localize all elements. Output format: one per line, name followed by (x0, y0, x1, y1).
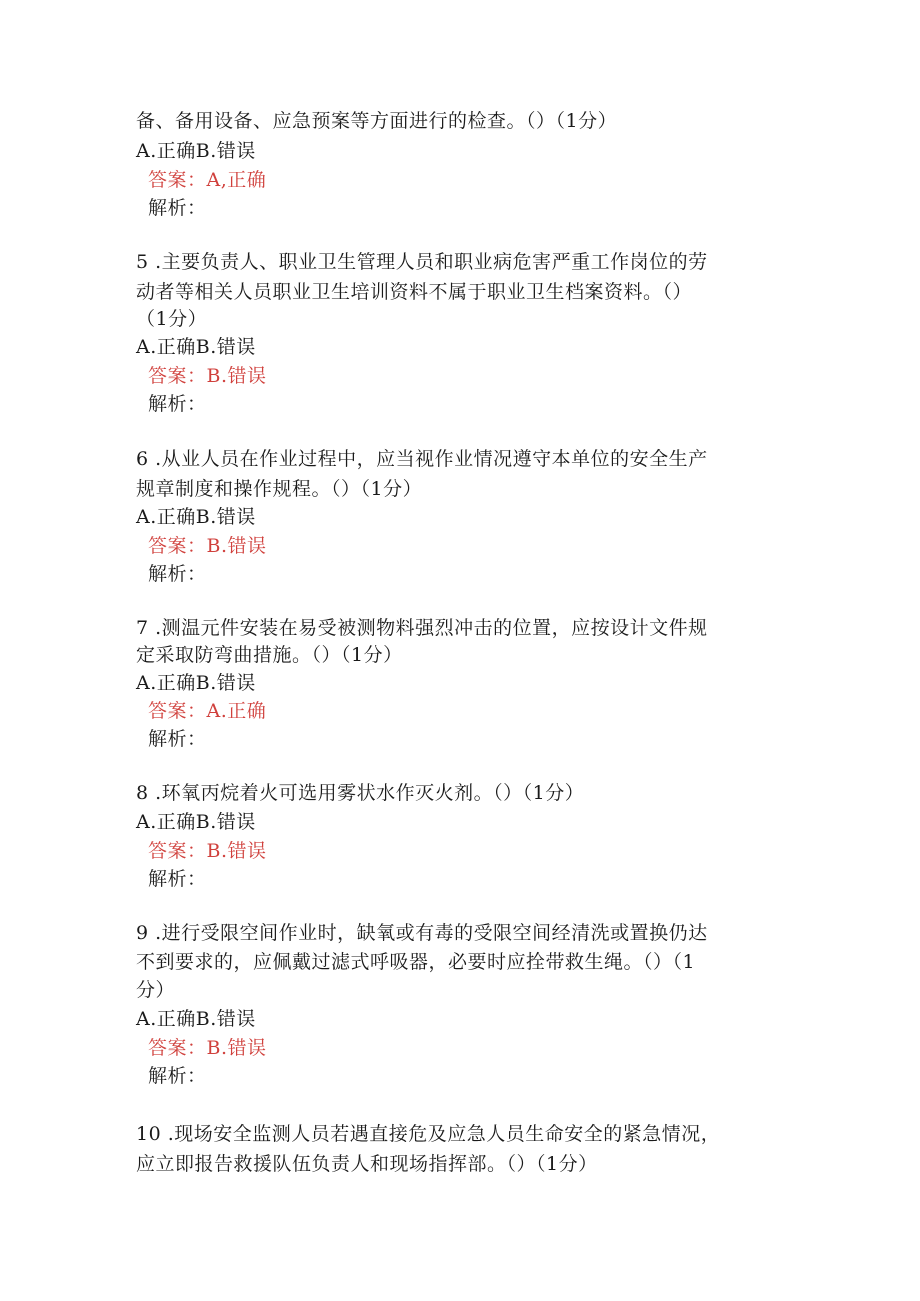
question-5-answer: 答案：B.错误 (148, 365, 267, 387)
question-7-analysis: 解析： (148, 728, 207, 750)
question-6-stem-line-2: 规章制度和操作规程。（）（1分） (136, 478, 423, 500)
question-9-stem-line-3: 分） (136, 979, 176, 1001)
question-7-stem-line-1: 7 .测温元件安装在易受被测物料强烈冲击的位置，应按设计文件规 (136, 617, 708, 639)
question-7-answer: 答案：A.正确 (148, 700, 267, 722)
question-7-stem-line-2: 定采取防弯曲措施。（）（1分） (136, 644, 403, 666)
question-8-analysis: 解析： (148, 868, 207, 890)
question-8-stem-line-1: 8 .环氧丙烷着火可选用雾状水作灭火剂。（）（1分） (136, 782, 585, 804)
question-4-analysis: 解析： (148, 197, 207, 219)
question-4-options: A.正确B.错误 (136, 140, 256, 162)
question-8-options: A.正确B.错误 (136, 811, 256, 833)
question-9-analysis: 解析： (148, 1065, 207, 1087)
question-6-stem-line-1: 6 .从业人员在作业过程中，应当视作业情况遵守本单位的安全生产 (136, 448, 708, 470)
question-5-analysis: 解析： (148, 393, 207, 415)
question-9-options: A.正确B.错误 (136, 1008, 256, 1030)
question-9-answer: 答案：B.错误 (148, 1037, 267, 1059)
question-4-stem-line-1: 备、备用设备、应急预案等方面进行的检查。（）（1分） (136, 110, 618, 132)
question-5-stem-line-1: 5 .主要负责人、职业卫生管理人员和职业病危害严重工作岗位的劳 (136, 251, 708, 273)
question-7-options: A.正确B.错误 (136, 672, 256, 694)
question-9-stem-line-2: 不到要求的，应佩戴过滤式呼吸器，必要时应拴带救生绳。（）（1 (136, 951, 696, 973)
question-6-options: A.正确B.错误 (136, 506, 256, 528)
question-6-answer: 答案：B.错误 (148, 535, 267, 557)
question-5-options: A.正确B.错误 (136, 336, 256, 358)
question-9-stem-line-1: 9 .进行受限空间作业时，缺氧或有毒的受限空间经清洗或置换仍达 (136, 922, 708, 944)
question-10-stem-line-1: 10 .现场安全监测人员若遇直接危及应急人员生命安全的紧急情况， (136, 1123, 721, 1145)
question-6-analysis: 解析： (148, 563, 207, 585)
question-8-answer: 答案：B.错误 (148, 840, 267, 862)
question-10-stem-line-2: 应立即报告救援队伍负责人和现场指挥部。（）（1分） (136, 1153, 598, 1175)
question-5-stem-line-2: 动者等相关人员职业卫生培训资料不属于职业卫生档案资料。（） (136, 281, 693, 303)
question-5-stem-line-3: （1分） (136, 308, 208, 330)
question-4-answer: 答案：A,正确 (148, 169, 267, 191)
